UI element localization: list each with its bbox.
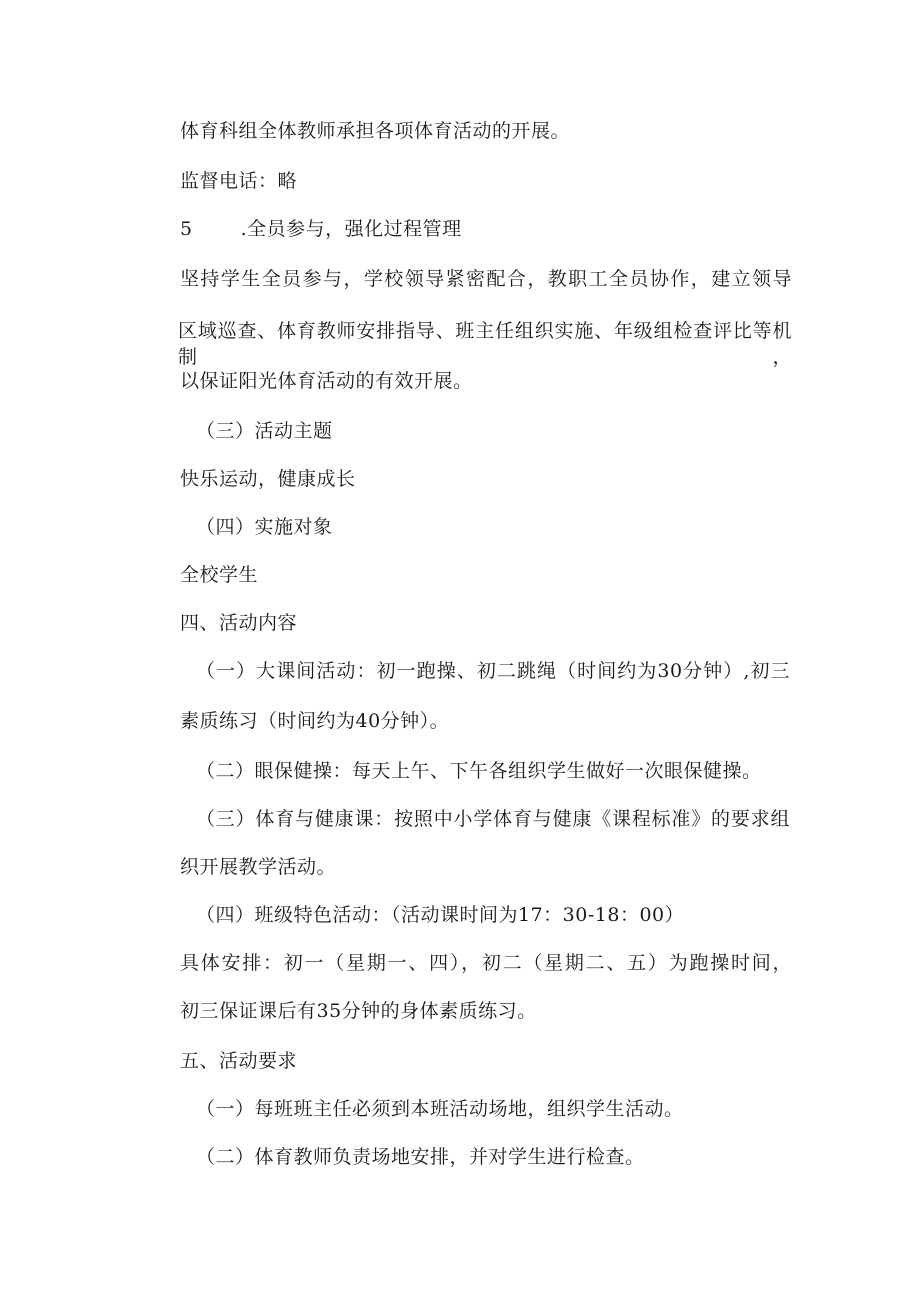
- paragraph-line: 监督电话：略: [180, 170, 298, 192]
- section-heading: 五、活动要求: [180, 1050, 298, 1072]
- section-heading: [180, 216, 462, 242]
- paragraph-line: 快乐运动，健康成长: [180, 468, 356, 490]
- paragraph-line: 以保证阳光体育活动的有效开展。: [180, 370, 473, 392]
- subsection-heading: （四）实施对象: [196, 516, 333, 538]
- paragraph-line: （一）每班班主任必须到本班活动场地，组织学生活动。: [196, 1098, 684, 1120]
- paragraph-line: 具体安排：初一（星期一、四），初二（星期二、五）为跑操时间，: [180, 952, 792, 974]
- paragraph-line: （二）眼保健操：每天上午、下午各组织学生做好一次眼保健操。: [196, 760, 762, 782]
- subsection-heading: （三）活动主题: [196, 420, 333, 442]
- paragraph-line: 素质练习（时间约为40分钟）。: [180, 710, 450, 732]
- paragraph-line: 坚持学生全员参与，学校领导紧密配合，教职工全员协作，建立领导: [180, 268, 792, 290]
- paragraph-line: （一）大课间活动：初一跑操、初二跳绳（时间约为30分钟）,初三: [196, 660, 790, 682]
- section-number: 5: [180, 218, 193, 240]
- paragraph-line: 区域巡查、体育教师安排指导、班主任组织实施、年级组检查评比等机制，: [178, 320, 792, 368]
- section-heading: 四、活动内容: [180, 612, 298, 634]
- paragraph-line: （四）班级特色活动：（活动课时间为17：30-18：00）: [196, 904, 685, 926]
- section-title: .全员参与，强化过程管理: [240, 218, 462, 240]
- paragraph-line: 全校学生: [180, 564, 259, 586]
- paragraph-line: 织开展教学活动。: [180, 856, 337, 878]
- paragraph-line: 初三保证课后有35分钟的身体素质练习。: [180, 1000, 537, 1022]
- paragraph-line: 体育科组全体教师承担各项体育活动的开展。: [180, 120, 571, 142]
- paragraph-line: （二）体育教师负责场地安排，并对学生进行检查。: [196, 1146, 645, 1168]
- paragraph-line: （三）体育与健康课：按照中小学体育与健康《课程标准》的要求组: [196, 808, 790, 830]
